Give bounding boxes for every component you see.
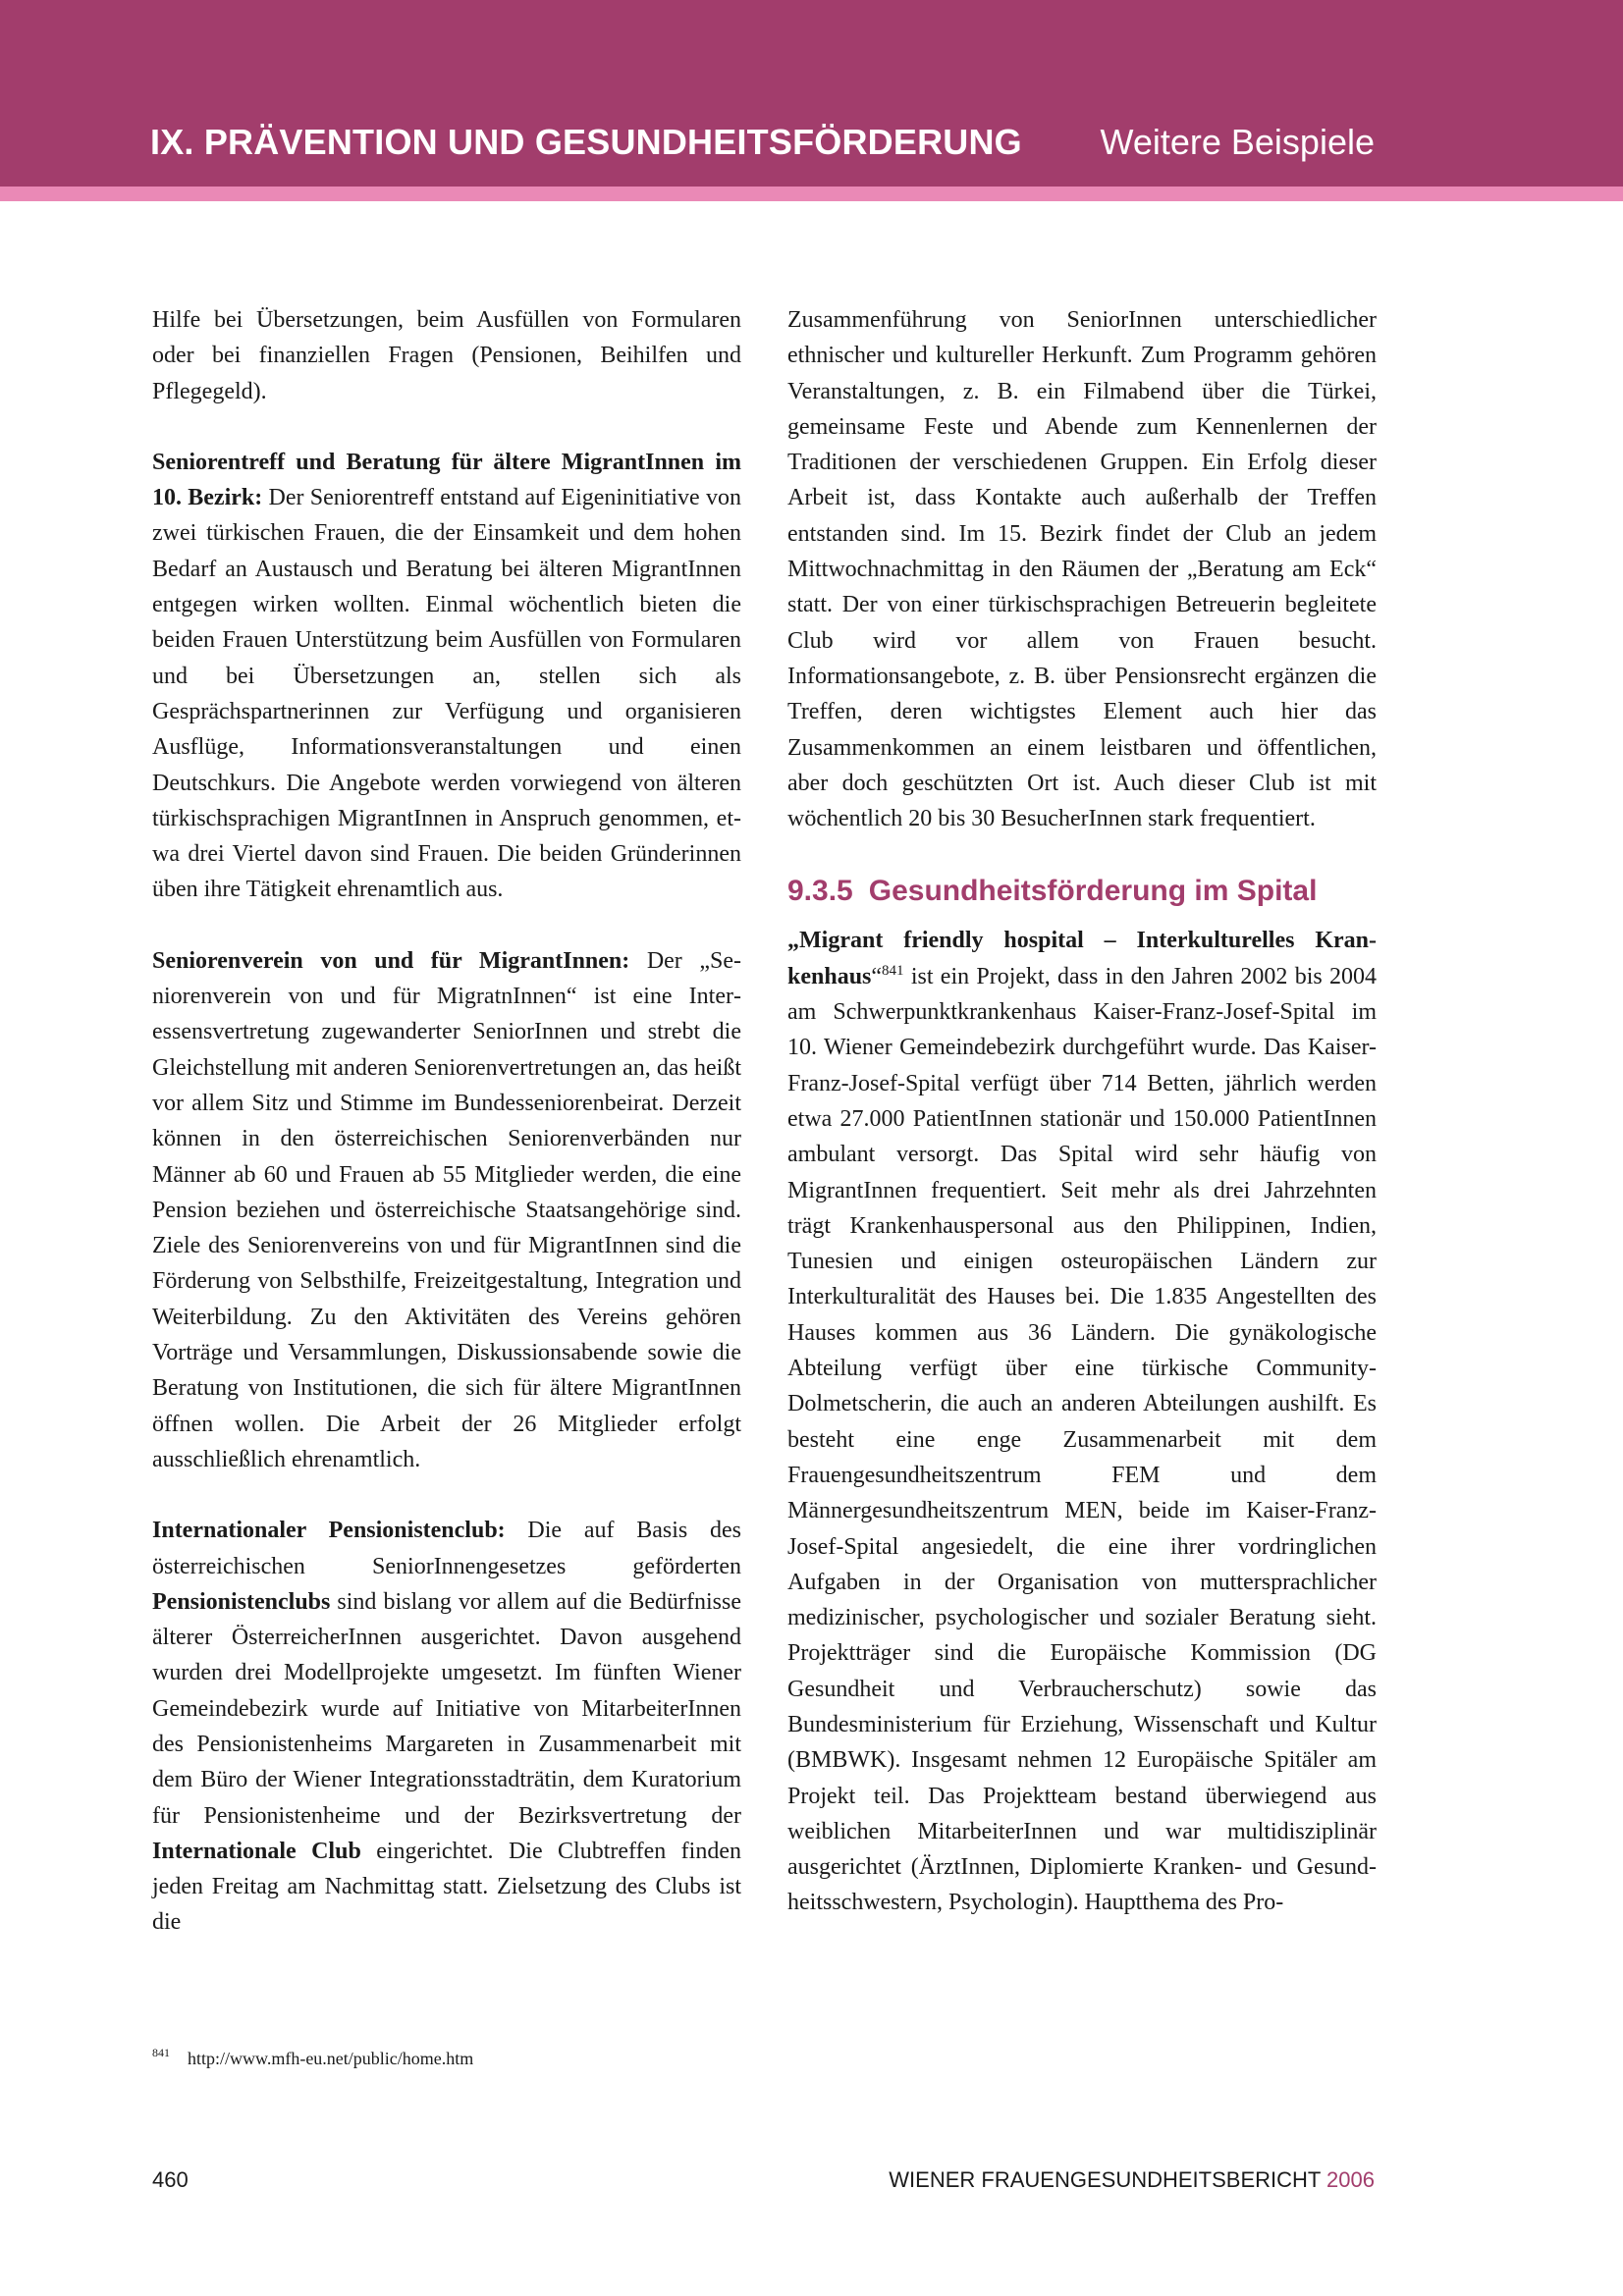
right-column	[787, 302, 1377, 1921]
paragraph-lead: Internationaler Pensionistenclub:	[152, 1518, 506, 1544]
section-title: Gesundheitsförderung im Spital	[868, 875, 1318, 908]
paragraph-text: ist ein Projekt, dass in den Jahren 2002 bis 2004 am Schwerpunktkrankenhaus Kaiser-Franz-Josef-Spital im 10. Wiener Gemeindebezirk durchgeführt wurde. Das Kaiser-Franz-Josef-Spital verfügt über 714 Betten, jährlich werden etwa 27.000 PatientInnen stationär und 150.000 PatientInnen ambulant versorgt. Das Spital wird sehr häufig von MigrantInnen frequentiert. Seit mehr als drei Jahrzehnten trägt Krankenhauspersonal aus den Philippinen, Indien, Tunesien und einigen osteuropäischen Ländern zur Interkulturalität des Hauses bei. Die 1.835 Angestellten des Hauses kommen aus 36 Ländern. Die gynäkologische Abteilung verfügt über eine türkische Community-Dolmetscherin, die auch an anderen Abteilungen aushilft. Es besteht eine enge Zusammenarbeit mit dem Frauengesundheitszentrum FEM und dem Männergesundheitszentrum MEN, beide im Kaiser-Franz-Josef-Spital angesiedelt, die eine ihrer vordringlichen Aufgaben in der Organisation von muttersprachlicher medizinischer, psychologischer und sozialer Beratung sieht. Projektträger sind die Europäische Kommission (DG Gesundheit und Verbraucherschutz) sowie das Bundesministerium für Erziehung, Wissenschaft und Kultur (BMBWK). Insgesamt nehmen 12 Europäische Spitäler am Projekt teil. Das Projektteam bestand überwiegend aus weiblichen MitarbeiterInnen und war multidisziplinär ausgerichtet (ÄrztInnen, Diplomierte Kranken- und Gesundheitsschwestern, Psychologin). Hauptthema des Pro-	[787, 963, 1377, 1916]
paragraph: Zusammenführung von SeniorInnen unterschiedlicher ethnischer und kultureller Herkunft. Zum Programm gehören Veranstaltungen, z. B. ein Filmabend über die Türkei, gemeinsame Feste und Abende zum Kennenlernen der Traditionen der verschiedenen Gruppen. Ein Erfolg dieser Arbeit ist, dass Kontakte auch außerhalb der Treffen entstanden sind. Im 15. Bezirk findet der Club an jedem Mittwochnachmittag in den Räumen der „Beratung am Eck“ statt. Der von einer türkischsprachigen Betreuerin begleitete Club wird vor allem von Frauen besucht. Informationsangebote, z. B. über Pensionsrecht ergänzen die Treffen, deren wichtigstes Element auch hier das Zusammenkommen an einem leistbaren und öffentlichen, aber doch geschützten Ort ist. Auch dieser Club ist mit wöchentlich 20 bis 30 BesucherInnen stark frequentiert.	[787, 307, 1377, 832]
closing-quote: “	[871, 963, 883, 989]
paragraph: Hilfe bei Übersetzungen, beim Ausfüllen von Formularen oder bei finanziellen Fragen (Pensionen, Beihilfen und Pflegegeld).	[152, 307, 741, 404]
paragraph-lead: „Migrant friendly hospital – Interkulturelles Krankenhaus	[787, 928, 1377, 989]
left-column	[152, 302, 741, 1941]
section-heading	[787, 872, 1377, 911]
footer-publication	[889, 2167, 1375, 2193]
footnote	[152, 2046, 473, 2069]
header-stripe	[0, 187, 1623, 201]
footnote-number: 841	[152, 2046, 170, 2059]
footnote-reference[interactable]: 841	[882, 962, 904, 979]
paragraph-text: sind bislang vor allem auf die Bedürfnisse älterer ÖsterreicherInnen ausgerichtet. Davon ausgehend wurden drei Modellprojekte umgesetzt. Im fünften Wiener Gemeindebezirk wurde auf Initiative von MitarbeiterInnen des Pensionistenheims Margareten in Zusammenarbeit mit dem Büro der Wiener Integrationsstadträtin, dem Kuratorium für Pensionistenheime und der Bezirksvertretung der	[152, 1588, 741, 1829]
paragraph-text: Der „Seniorenverein von und für MigratnInnen“ ist eine Interessensvertretung zugewanderter SeniorInnen und strebt die Gleichstellung mit anderen Seniorenvertretungen an, das heißt vor allem Sitz und Stimme im Bundesseniorenbeirat. Derzeit können in den österreichischen Seniorenverbänden nur Männer ab 60 und Frauen ab 55 Mitglieder werden, die eine Pension beziehen und österreichische Staatsangehörige sind. Ziele des Seniorenvereins von und für MigrantInnen sind die Förderung von Selbsthilfe, Freizeitgestaltung, Integration und Weiterbildung. Zu den Aktivitäten des Vereins gehören Vorträge und Versammlungen, Diskussionsabende sowie die Beratung von Institutionen, die sich für ältere MigrantInnen öffnen wollen. Die Arbeit der 26 Mitglieder erfolgt ausschließlich ehrenamtlich.	[152, 947, 741, 1472]
section-number: 9.3.5	[787, 875, 853, 908]
paragraph	[152, 943, 741, 1477]
paragraph-text: Die auf Basis des österreichischen SeniorInnengesetzes geförderten	[152, 1518, 742, 1579]
chapter-title: IX. PRÄVENTION UND GESUNDHEITSFÖRDERUNG	[150, 122, 1022, 162]
paragraph-lead: Seniorenverein von und für MigrantInnen:	[152, 947, 630, 974]
section-label: Weitere Beispiele	[1100, 122, 1375, 162]
bold-term: Pensionistenclubs	[152, 1588, 331, 1615]
publication-year: 2006	[1326, 2167, 1375, 2192]
bold-term: Internationale Club	[152, 1838, 361, 1864]
paragraph-text: eingerichtet. Die Clubtreffen finden jeden Freitag am Nachmittag statt. Zielsetzung des Clubs ist die	[152, 1838, 741, 1936]
page-number: 460	[152, 2167, 189, 2192]
paragraph	[152, 445, 741, 908]
paragraph-lead: Seniorentreff und Beratung für ältere MigrantInnen im 10. Bezirk:	[152, 449, 741, 511]
paragraph	[787, 923, 1377, 1920]
paragraph	[152, 1513, 741, 1941]
paragraph-text: Der Seniorentreff entstand auf Eigeninitiative von zwei türkischen Frauen, die der Einsamkeit und dem hohen Bedarf an Austausch und Beratung bei älteren MigrantInnen entgegen wirken wollten. Einmal wöchentlich bieten die beiden Frauen Unterstützung beim Ausfüllen von Formularen und bei Übersetzungen an, stellen sich als Gesprächspartnerinnen zur Verfügung und organisieren Ausflüge, Informationsveranstaltungen und einen Deutschkurs. Die Angebote werden vorwiegend von älteren türkischsprachigen MigrantInnen in Anspruch genommen, etwa drei Viertel davon sind Frauen. Die beiden Gründerinnen üben ihre Tätigkeit ehrenamtlich aus.	[152, 485, 741, 903]
footnote-link[interactable]: http://www.mfh-eu.net/public/home.htm	[188, 2049, 474, 2068]
publication-title: WIENER FRAUENGESUNDHEITSBERICHT	[889, 2167, 1327, 2192]
